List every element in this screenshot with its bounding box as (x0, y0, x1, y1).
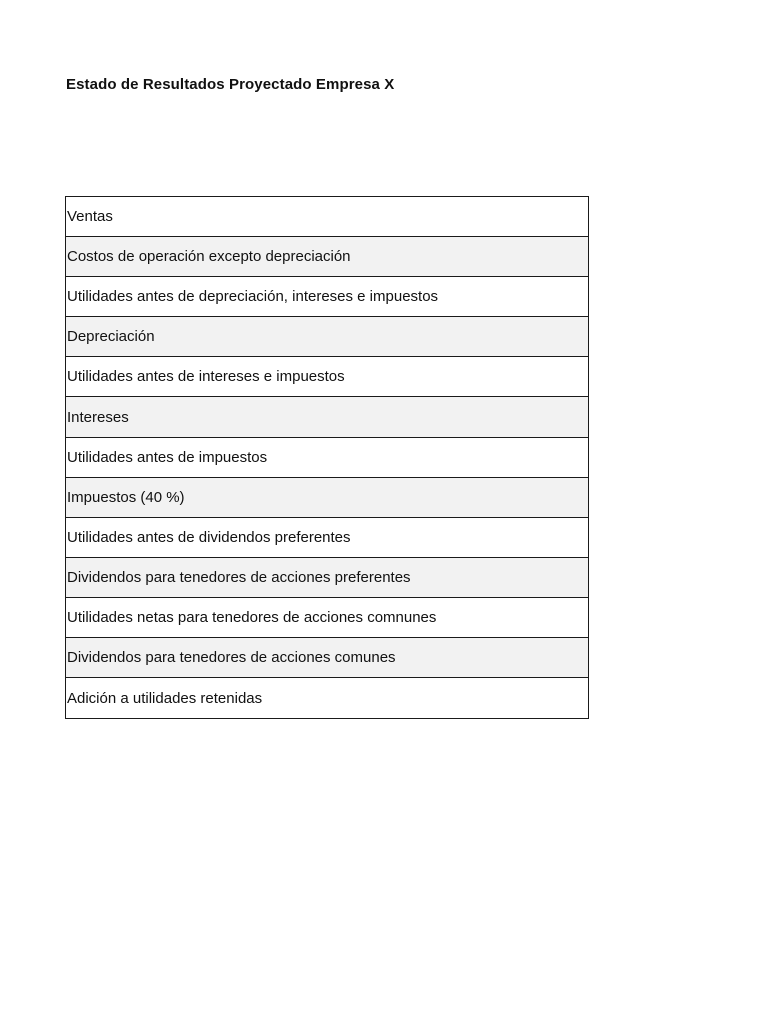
table-row-utilidades-antes-dividendos: Utilidades antes de dividendos preferentes (66, 518, 588, 558)
page-title: Estado de Resultados Proyectado Empresa X (66, 76, 395, 93)
table-row-utilidades-netas: Utilidades netas para tenedores de acciones comnunes (66, 598, 588, 638)
table-row-ebitda: Utilidades antes de depreciación, intereses e impuestos (66, 277, 588, 317)
table-row-impuestos: Impuestos (40 %) (66, 478, 588, 518)
table-row-dividendos-preferentes: Dividendos para tenedores de acciones preferentes (66, 558, 588, 598)
table-row-adicion-utilidades-retenidas: Adición a utilidades retenidas (67, 689, 263, 707)
table-row-utilidades-antes-impuestos: Utilidades antes de impuestos (66, 438, 588, 478)
table-row-ebit: Utilidades antes de intereses e impuestos (66, 357, 588, 397)
table-row-costos-operacion: Costos de operación excepto depreciación (66, 237, 588, 277)
table-row-depreciacion: Depreciación (66, 317, 588, 357)
table-row-intereses: Intereses (66, 397, 588, 437)
income-statement-table (65, 196, 589, 719)
table-row-dividendos-comunes: Dividendos para tenedores de acciones comunes (66, 638, 588, 678)
table-row-ventas: Ventas (66, 197, 588, 237)
